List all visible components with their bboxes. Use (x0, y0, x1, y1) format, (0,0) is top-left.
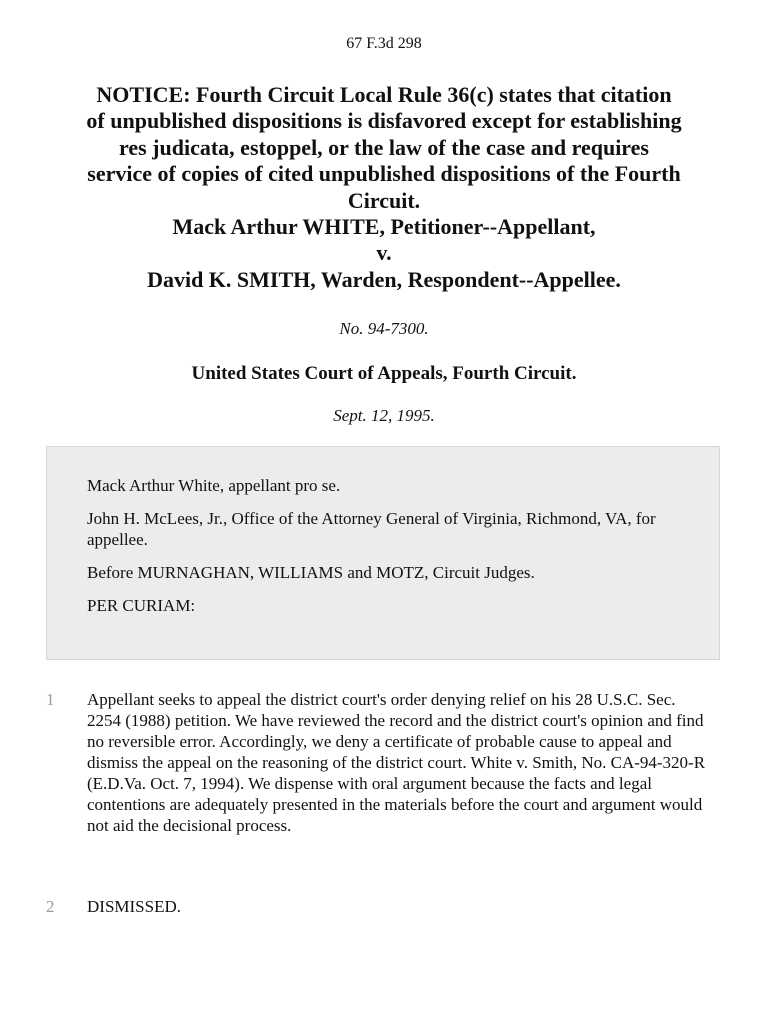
judges-panel: Before MURNAGHAN, WILLIAMS and MOTZ, Circuit Judges. (87, 563, 535, 582)
opinion-paragraph (46, 896, 720, 917)
notice-line: res judicata, estoppel, or the law of the case and requires (118, 134, 649, 160)
paragraph-text: DISMISSED. (87, 897, 181, 916)
notice-line: of unpublished dispositions is disfavored except for establishing (86, 108, 682, 134)
per-curiam-label: PER CURIAM: (87, 596, 196, 615)
notice-line: NOTICE: Fourth Circuit Local Rule 36(c) states that citation (96, 82, 672, 107)
case-heading (30, 82, 738, 293)
paragraph-number: 1 (46, 690, 55, 709)
versus-label: v. (376, 240, 392, 266)
notice-line: service of copies of cited unpublished dispositions of the Fourth (87, 161, 681, 187)
decision-date: Sept. 12, 1995. (333, 406, 435, 425)
notice-line: Circuit. (347, 187, 421, 213)
opinion-paragraph (46, 689, 720, 836)
case-citation: 67 F.3d 298 (346, 35, 422, 52)
docket-number: No. 94-7300. (339, 319, 429, 338)
appellee-counsel: John H. McLees, Jr., Office of the Attorney General of Virginia, Richmond, VA, for appellee. (87, 509, 656, 549)
paragraph-text: Appellant seeks to appeal the district court's order denying relief on his 28 U.S.C. Sec. 2254 (1988) petition. We have reviewed the record and the district court's opinion and find no reversible error. Accordingly, we deny a certificate of probable cause to appeal and dismiss the appeal on the reasoning of the district court. White v. Smith, No. CA-94-320-R (E.D.Va. Oct. 7, 1994). We dispense with oral argument because the facts and legal contentions are adequately presented in the materials before the court and argument would not aid the decisional process. (87, 690, 706, 835)
respondent-name: David K. SMITH, Warden, Respondent--Appellee. (147, 266, 621, 292)
petitioner-name: Mack Arthur WHITE, Petitioner--Appellant, (172, 214, 596, 240)
appellant-counsel: Mack Arthur White, appellant pro se. (87, 476, 341, 495)
court-name: United States Court of Appeals, Fourth Circuit. (191, 363, 577, 384)
counsel-box (46, 446, 720, 660)
paragraph-number: 2 (46, 897, 55, 916)
